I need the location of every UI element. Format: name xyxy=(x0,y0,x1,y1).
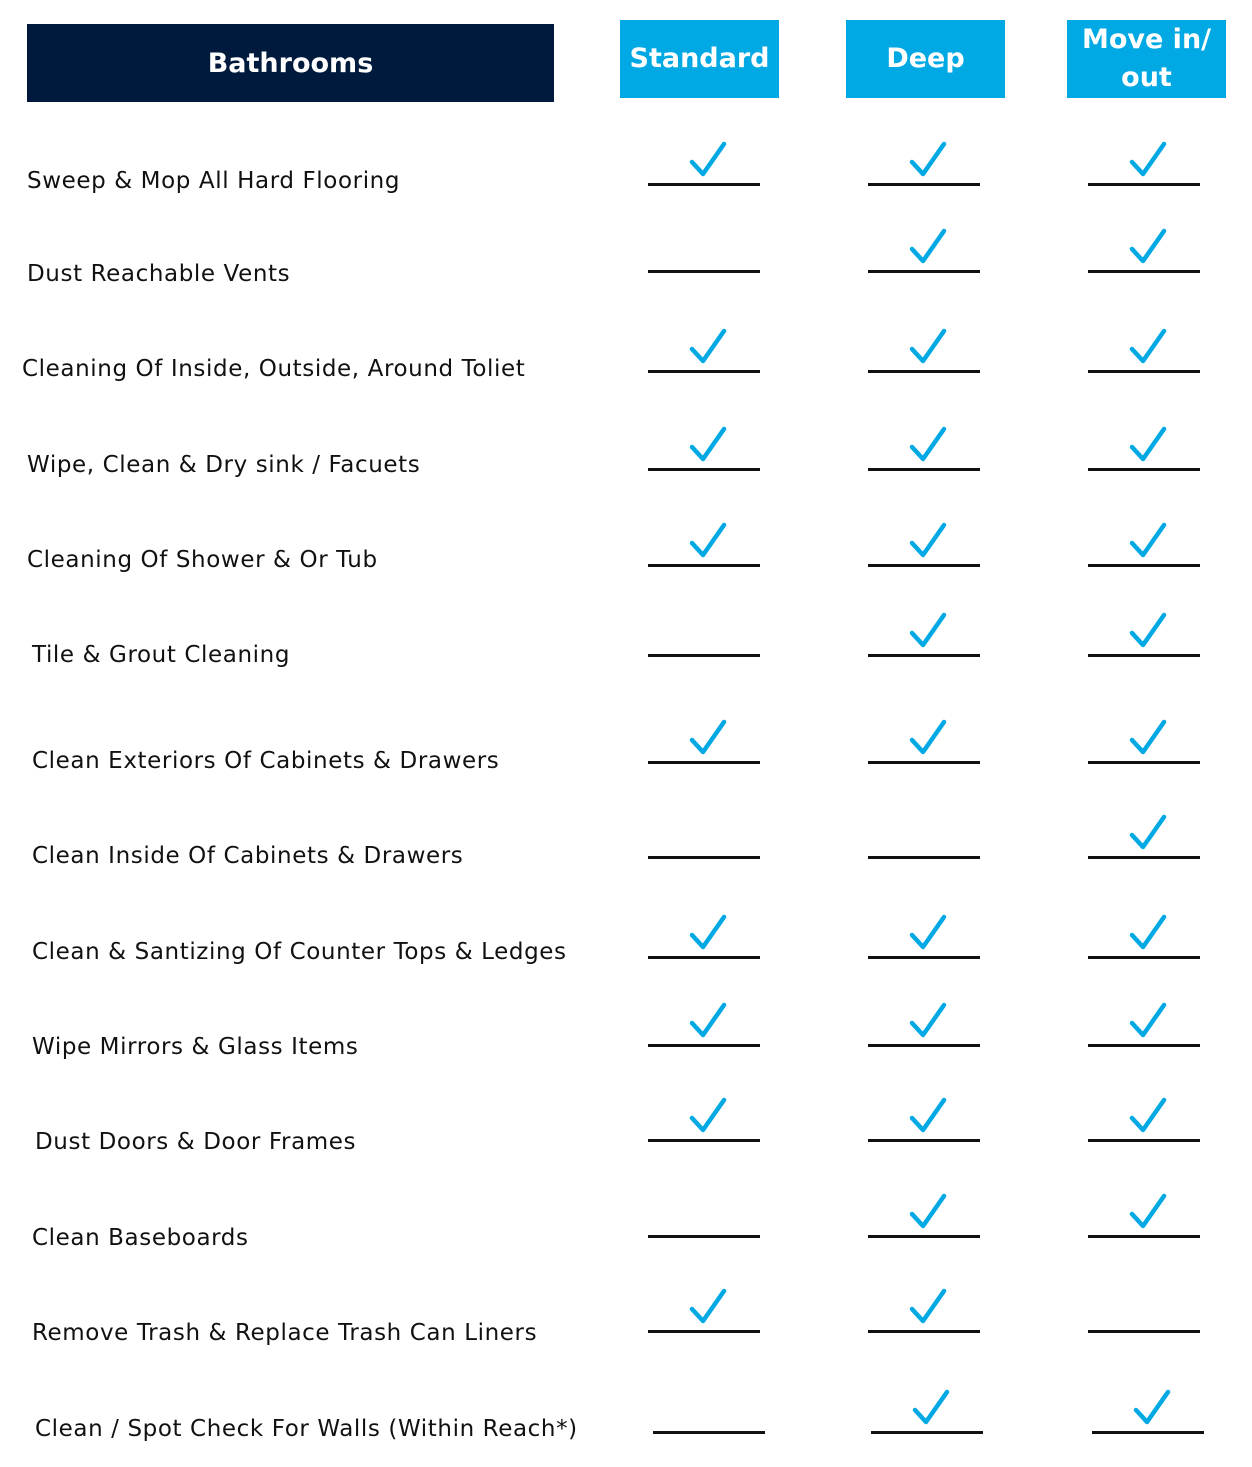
checkmark-path xyxy=(1132,1005,1164,1035)
row-label: Dust Reachable Vents xyxy=(27,261,291,287)
cell-standard xyxy=(648,1072,760,1142)
cell-deep xyxy=(868,1072,980,1142)
checkmark-path xyxy=(912,525,944,555)
checkmark-path xyxy=(1132,231,1164,261)
cell-standard xyxy=(648,789,760,859)
underline xyxy=(868,654,980,657)
checkmark-path xyxy=(912,429,944,459)
checkmark-path xyxy=(1132,1196,1164,1226)
checkmark-icon xyxy=(910,1289,946,1325)
checkmark-path xyxy=(1132,144,1164,174)
checkmark-path xyxy=(692,525,724,555)
checkmark-icon xyxy=(910,142,946,178)
underline xyxy=(648,468,760,471)
cell-move-in-out xyxy=(1088,889,1200,959)
checkmark-icon xyxy=(690,1289,726,1325)
underline xyxy=(868,370,980,373)
checkmark-icon xyxy=(910,1098,946,1134)
checkmark-icon xyxy=(1130,142,1166,178)
cell-deep xyxy=(871,1364,983,1434)
checkmark-icon xyxy=(910,229,946,265)
section-title: Bathrooms xyxy=(207,47,374,79)
checkmark-path xyxy=(1132,429,1164,459)
cell-standard xyxy=(648,587,760,657)
checkmark-icon xyxy=(690,142,726,178)
cell-standard xyxy=(648,303,760,373)
cell-standard xyxy=(648,1168,760,1238)
underline xyxy=(1088,1139,1200,1142)
checkmark-path xyxy=(912,917,944,947)
checkmark-path xyxy=(912,722,944,752)
checkmark-path xyxy=(692,722,724,752)
checkmark-path xyxy=(692,429,724,459)
underline xyxy=(648,564,760,567)
cell-standard xyxy=(648,977,760,1047)
cell-deep xyxy=(868,116,980,186)
checkmark-icon xyxy=(910,1003,946,1039)
checkmark-icon xyxy=(1130,427,1166,463)
underline xyxy=(868,468,980,471)
checkmark-icon xyxy=(1130,1003,1166,1039)
row-label: Tile & Grout Cleaning xyxy=(32,642,291,668)
row-label: Cleaning Of Shower & Or Tub xyxy=(27,547,378,573)
cell-deep xyxy=(868,401,980,471)
underline xyxy=(648,370,760,373)
underline xyxy=(1088,1044,1200,1047)
checkmark-icon xyxy=(690,427,726,463)
underline xyxy=(868,183,980,186)
checkmark-path xyxy=(912,1291,944,1321)
checkmark-path xyxy=(1132,817,1164,847)
underline xyxy=(868,270,980,273)
checkmark-icon xyxy=(1130,815,1166,851)
checkmark-icon xyxy=(910,915,946,951)
checkmark-icon xyxy=(690,720,726,756)
checkmark-path xyxy=(1132,722,1164,752)
cell-standard xyxy=(648,116,760,186)
checkmark-path xyxy=(912,1196,944,1226)
checkmark-icon xyxy=(1134,1390,1170,1426)
row-label: Remove Trash & Replace Trash Can Liners xyxy=(32,1320,538,1346)
cell-move-in-out xyxy=(1088,401,1200,471)
underline xyxy=(868,856,980,859)
checkmark-icon xyxy=(690,1098,726,1134)
row-label: Cleaning Of Inside, Outside, Around Toliet xyxy=(22,356,526,382)
checkmark-icon xyxy=(690,523,726,559)
cell-standard xyxy=(648,203,760,273)
checkmark-path xyxy=(912,1100,944,1130)
underline xyxy=(648,856,760,859)
checkmark-path xyxy=(1132,615,1164,645)
underline xyxy=(1088,1330,1200,1333)
column-header-label: Move in/ out xyxy=(1081,24,1212,93)
underline xyxy=(648,761,760,764)
row-label: Clean Exteriors Of Cabinets & Drawers xyxy=(32,748,500,774)
underline xyxy=(648,270,760,273)
underline xyxy=(1088,761,1200,764)
underline xyxy=(1088,956,1200,959)
underline xyxy=(1088,370,1200,373)
checkmark-path xyxy=(692,1100,724,1130)
checkmark-icon xyxy=(1130,915,1166,951)
checkmark-icon xyxy=(910,523,946,559)
cell-move-in-out xyxy=(1088,116,1200,186)
cell-standard xyxy=(648,497,760,567)
underline xyxy=(868,564,980,567)
underline xyxy=(868,956,980,959)
underline xyxy=(1088,654,1200,657)
checkmark-path xyxy=(692,144,724,174)
underline xyxy=(648,1139,760,1142)
cell-deep xyxy=(868,789,980,859)
checkmark-icon xyxy=(1130,229,1166,265)
underline xyxy=(1088,856,1200,859)
checkmark-path xyxy=(1132,917,1164,947)
cell-deep xyxy=(868,587,980,657)
cell-move-in-out xyxy=(1088,203,1200,273)
cell-deep xyxy=(868,977,980,1047)
cell-move-in-out xyxy=(1088,789,1200,859)
checkmark-path xyxy=(692,1005,724,1035)
checkmark-icon xyxy=(1130,523,1166,559)
column-header-standard xyxy=(620,20,779,98)
cell-standard xyxy=(648,1263,760,1333)
checkmark-icon xyxy=(690,329,726,365)
underline xyxy=(868,1139,980,1142)
cell-move-in-out xyxy=(1088,1072,1200,1142)
row-label: Clean / Spot Check For Walls (Within Reach*) xyxy=(35,1416,578,1442)
checkmark-path xyxy=(1132,331,1164,361)
cell-move-in-out xyxy=(1088,694,1200,764)
underline xyxy=(1088,1235,1200,1238)
cell-deep xyxy=(868,1263,980,1333)
checkmark-path xyxy=(692,331,724,361)
underline xyxy=(648,1044,760,1047)
checkmark-icon xyxy=(1130,1098,1166,1134)
row-label: Sweep & Mop All Hard Flooring xyxy=(27,168,401,194)
row-label: Wipe, Clean & Dry sink / Facuets xyxy=(27,452,421,478)
column-header-deep xyxy=(846,20,1005,98)
cell-move-in-out xyxy=(1088,1168,1200,1238)
underline xyxy=(871,1431,983,1434)
underline xyxy=(1088,564,1200,567)
underline xyxy=(653,1431,765,1434)
checkmark-path xyxy=(1136,1392,1168,1422)
cell-deep xyxy=(868,203,980,273)
checkmark-icon xyxy=(910,720,946,756)
checkmark-icon xyxy=(910,329,946,365)
row-label: Clean Baseboards xyxy=(32,1225,249,1251)
checkmark-path xyxy=(912,615,944,645)
cell-standard xyxy=(648,401,760,471)
underline xyxy=(648,183,760,186)
cell-move-in-out xyxy=(1088,497,1200,567)
section-header xyxy=(27,24,554,102)
cell-deep xyxy=(868,694,980,764)
row-label: Wipe Mirrors & Glass Items xyxy=(32,1034,359,1060)
underline xyxy=(648,1330,760,1333)
underline xyxy=(868,1044,980,1047)
checkmark-icon xyxy=(1130,613,1166,649)
checkmark-path xyxy=(1132,525,1164,555)
cell-move-in-out xyxy=(1088,977,1200,1047)
underline xyxy=(1088,270,1200,273)
checkmark-path xyxy=(692,1291,724,1321)
row-label: Clean & Santizing Of Counter Tops & Ledges xyxy=(32,939,567,965)
underline xyxy=(868,761,980,764)
checkmark-path xyxy=(912,144,944,174)
column-header-label: Deep xyxy=(886,43,965,74)
checkmark-icon xyxy=(690,915,726,951)
checkmark-path xyxy=(692,917,724,947)
checkmark-icon xyxy=(690,1003,726,1039)
cell-standard xyxy=(648,694,760,764)
checkmark-icon xyxy=(1130,329,1166,365)
cell-move-in-out xyxy=(1092,1364,1204,1434)
underline xyxy=(868,1235,980,1238)
checkmark-path xyxy=(912,331,944,361)
checkmark-icon xyxy=(1130,720,1166,756)
checkmark-path xyxy=(915,1392,947,1422)
cell-deep xyxy=(868,497,980,567)
cell-standard xyxy=(653,1364,765,1434)
cell-move-in-out xyxy=(1088,303,1200,373)
cell-deep xyxy=(868,889,980,959)
underline xyxy=(1088,468,1200,471)
checkmark-icon xyxy=(1130,1194,1166,1230)
underline xyxy=(648,1235,760,1238)
cell-standard xyxy=(648,889,760,959)
checkmark-icon xyxy=(910,1194,946,1230)
checkmark-path xyxy=(912,231,944,261)
row-label: Dust Doors & Door Frames xyxy=(35,1129,357,1155)
checkmark-path xyxy=(912,1005,944,1035)
underline xyxy=(648,956,760,959)
column-header-label: Standard xyxy=(629,43,770,74)
row-label: Clean Inside Of Cabinets & Drawers xyxy=(32,843,464,869)
cell-move-in-out xyxy=(1088,1263,1200,1333)
checkmark-icon xyxy=(913,1390,949,1426)
underline xyxy=(868,1330,980,1333)
cell-move-in-out xyxy=(1088,587,1200,657)
underline xyxy=(1092,1431,1204,1434)
underline xyxy=(648,654,760,657)
cell-deep xyxy=(868,1168,980,1238)
checkmark-icon xyxy=(910,427,946,463)
column-header-move-in-out xyxy=(1067,20,1226,98)
cell-deep xyxy=(868,303,980,373)
checkmark-path xyxy=(1132,1100,1164,1130)
underline xyxy=(1088,183,1200,186)
checkmark-icon xyxy=(910,613,946,649)
